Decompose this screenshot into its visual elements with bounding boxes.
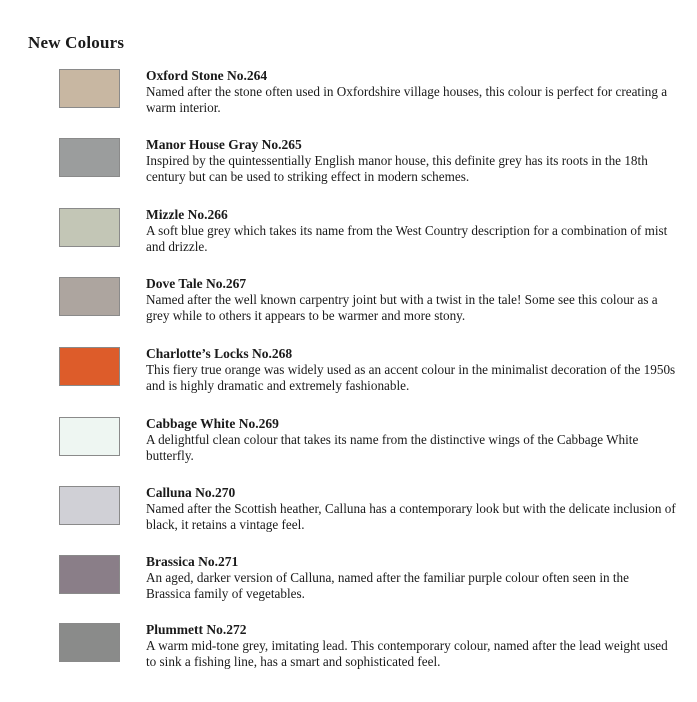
colour-swatch (59, 417, 120, 456)
colour-description: A soft blue grey which takes its name from the West Country description for a combination of mist and drizzle. (146, 223, 668, 254)
colour-info (146, 137, 676, 185)
colour-info (146, 68, 676, 116)
colour-info (146, 554, 676, 602)
colour-description: A delightful clean colour that takes its name from the distinctive wings of the Cabbage White butterfly. (146, 432, 639, 463)
colour-item-calluna (0, 485, 697, 547)
colour-info (146, 207, 676, 255)
colour-name: Cabbage White No.269 (146, 416, 279, 431)
colour-name: Mizzle No.266 (146, 207, 228, 222)
colour-info (146, 622, 676, 670)
colour-item-brassica (0, 554, 697, 616)
colour-info (146, 276, 676, 324)
colour-description: Inspired by the quintessentially English manor house, this definite grey has its roots in the 18th century but can be used to striking effect in modern schemes. (146, 153, 648, 184)
colour-name: Brassica No.271 (146, 554, 239, 569)
colour-description: Named after the stone often used in Oxfordshire village houses, this colour is perfect for creating a warm interior. (146, 84, 668, 115)
colour-name: Charlotte’s Locks No.268 (146, 346, 293, 361)
colour-description: This fiery true orange was widely used as an accent colour in the minimalist decoration of the 1950s and is highly dramatic and extremely fashionable. (146, 362, 676, 393)
colour-item-oxford-stone (0, 68, 697, 130)
colour-swatch (59, 277, 120, 316)
colour-item-dove-tale (0, 276, 697, 338)
colour-item-cabbage-white (0, 416, 697, 478)
colour-name: Calluna No.270 (146, 485, 236, 500)
colour-description: Named after the Scottish heather, Calluna has a contemporary look but with the delicate inclusion of black, it retains a vintage feel. (146, 501, 676, 532)
colour-item-plummett (0, 622, 697, 684)
colour-swatch (59, 623, 120, 662)
colour-item-mizzle (0, 207, 697, 269)
page-title: New Colours (28, 33, 125, 52)
colour-name: Plummett No.272 (146, 622, 247, 637)
colour-name: Oxford Stone No.264 (146, 68, 268, 83)
colour-swatch (59, 347, 120, 386)
colour-info (146, 485, 676, 533)
colour-info (146, 346, 676, 394)
colour-item-manor-house-gray (0, 137, 697, 199)
colour-item-charlottes-locks (0, 346, 697, 408)
colour-name: Manor House Gray No.265 (146, 137, 302, 152)
colour-swatch (59, 486, 120, 525)
colour-swatch (59, 555, 120, 594)
colour-description: An aged, darker version of Calluna, named after the familiar purple colour often seen in the Brassica family of vegetables. (146, 570, 629, 601)
colour-description: A warm mid-tone grey, imitating lead. This contemporary colour, named after the lead weight used to sink a fishing line, has a smart and sophisticated feel. (146, 638, 668, 669)
colour-info (146, 416, 676, 464)
colour-swatch (59, 138, 120, 177)
colour-swatch (59, 208, 120, 247)
colour-name: Dove Tale No.267 (146, 276, 247, 291)
colour-swatch (59, 69, 120, 108)
colour-description: Named after the well known carpentry joint but with a twist in the tale! Some see this colour as a grey while to others it appears to be warmer and more stony. (146, 292, 658, 323)
